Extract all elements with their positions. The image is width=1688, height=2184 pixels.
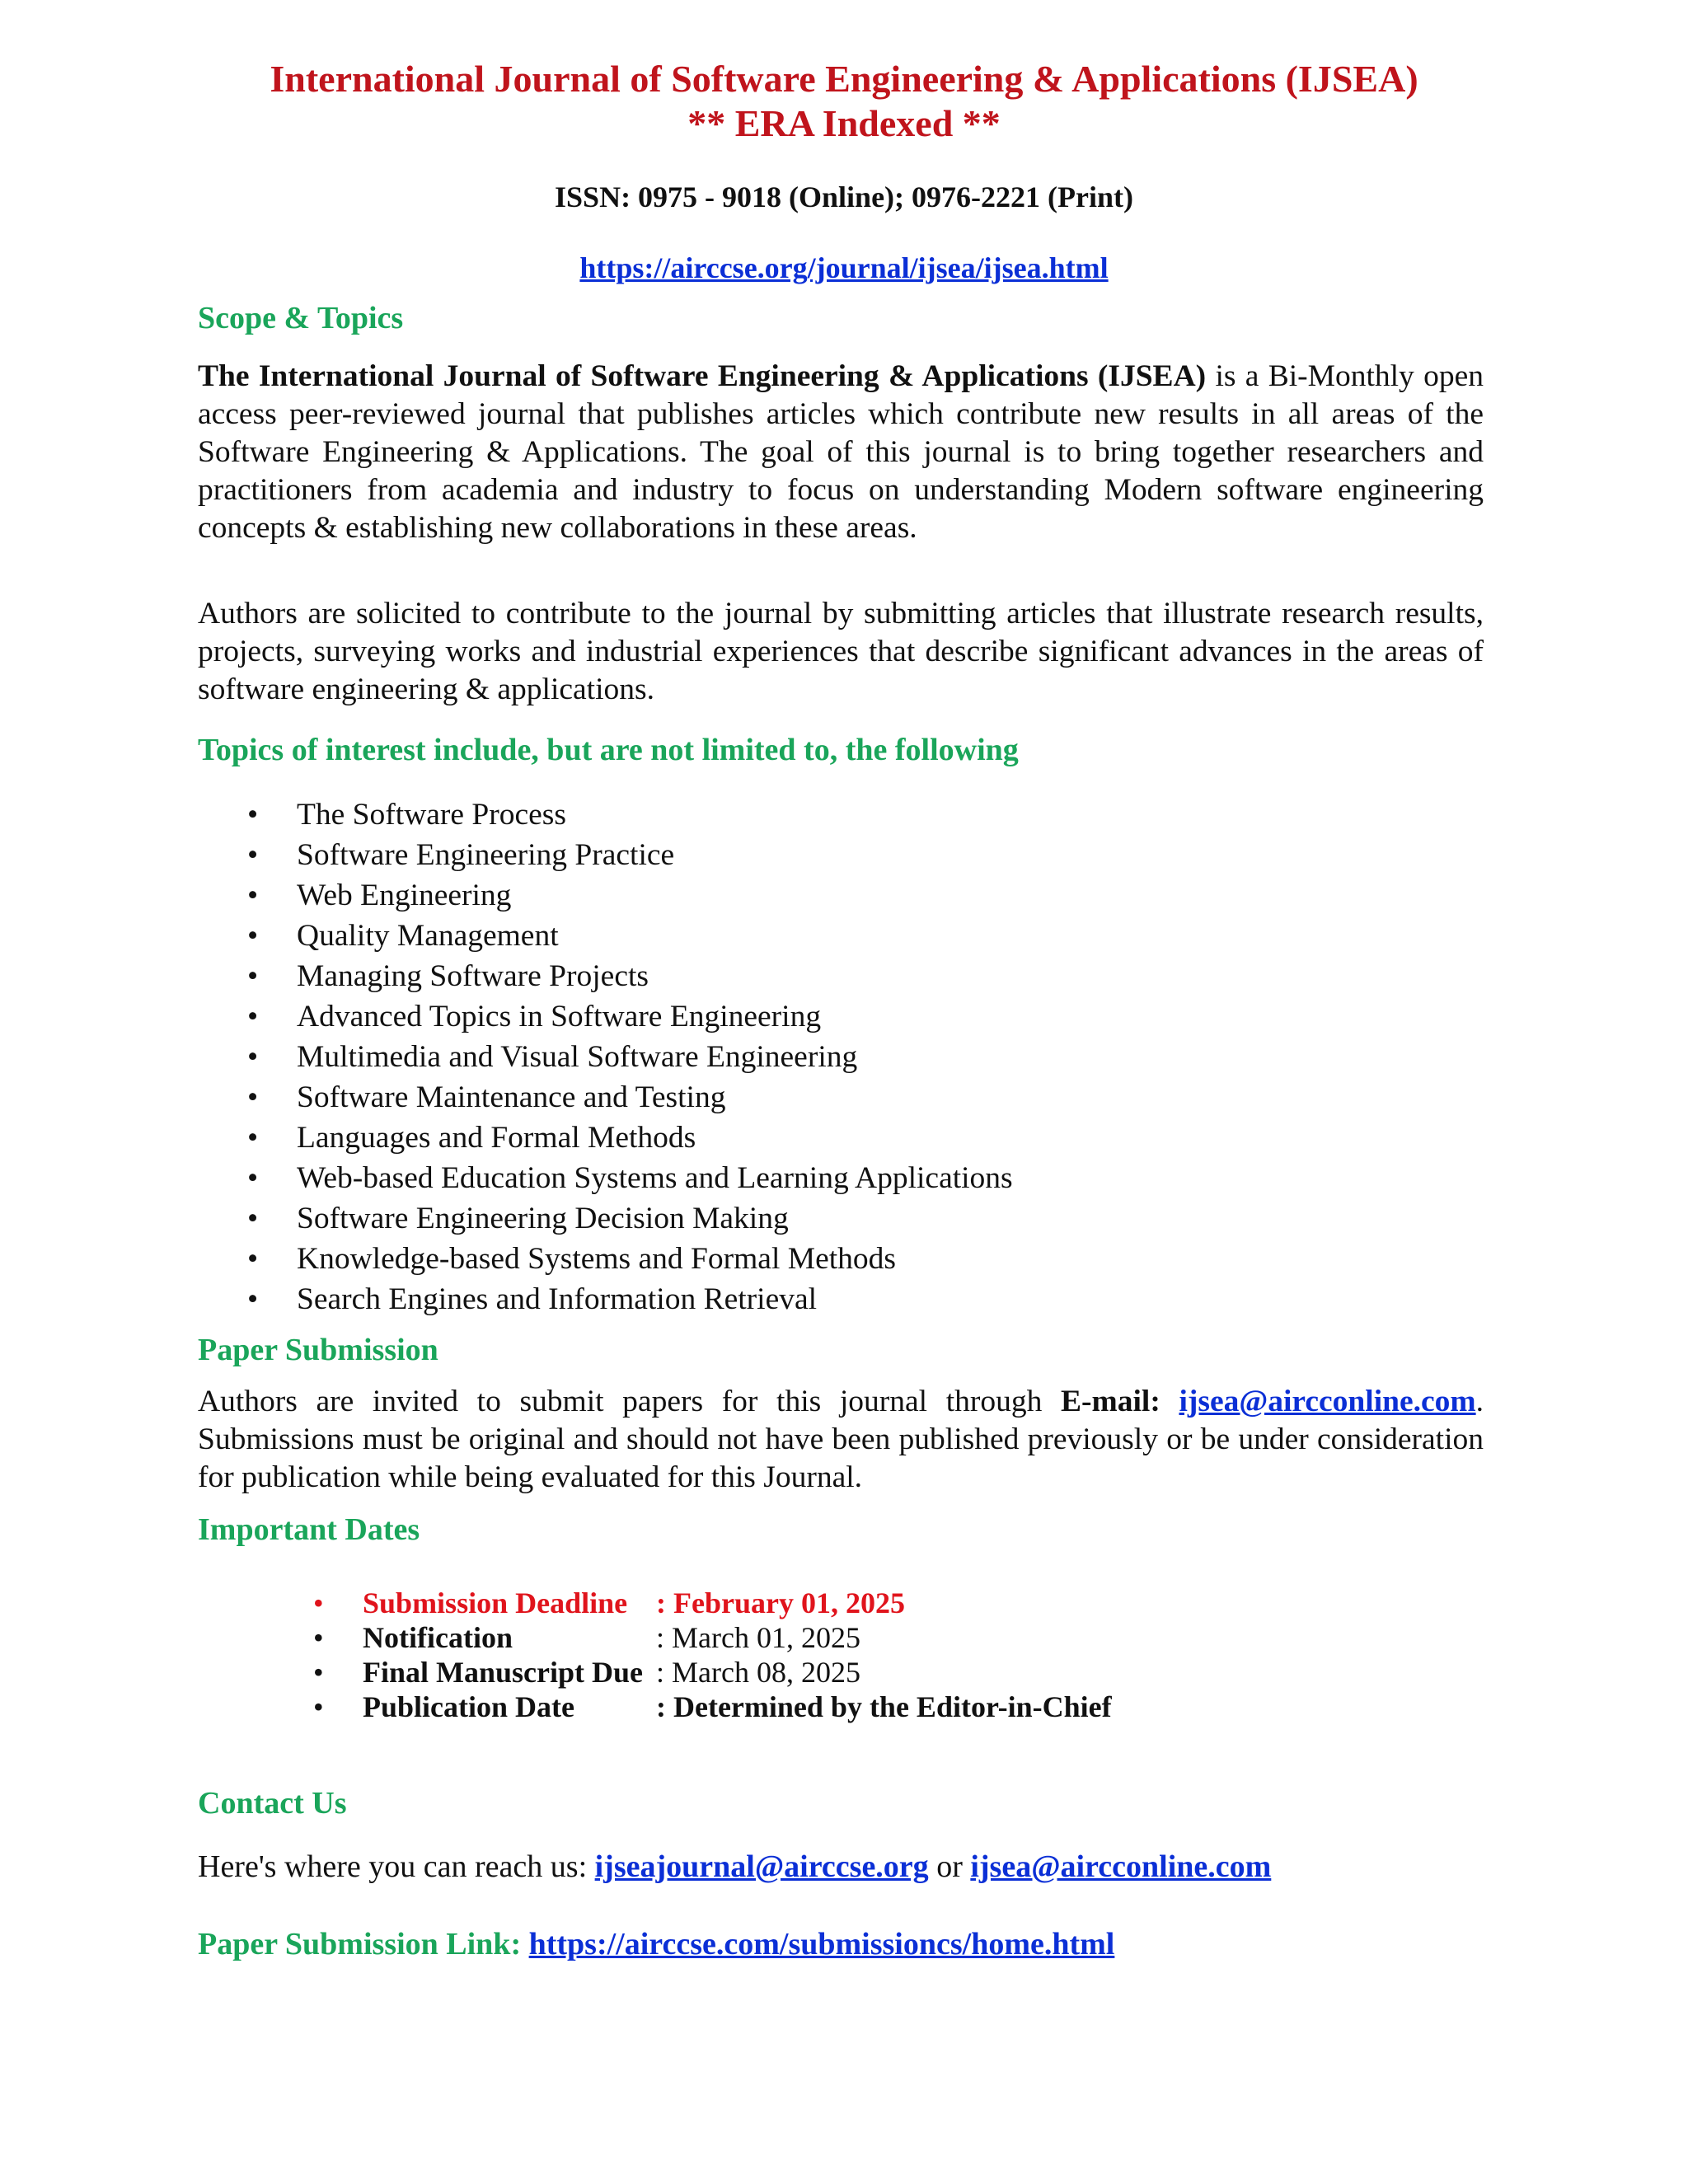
list-item: • Software Maintenance and Testing xyxy=(198,1077,1013,1118)
dates-list xyxy=(313,1586,1112,1724)
submission-system-link[interactable]: https://airccse.com/submissioncs/home.html xyxy=(528,1927,1115,1961)
list-item: • Search Engines and Information Retrieval xyxy=(198,1279,1013,1319)
list-item: • Languages and Formal Methods xyxy=(198,1118,1013,1158)
list-item: • Quality Management xyxy=(198,916,1013,956)
list-item: • Web Engineering xyxy=(198,875,1013,916)
issn-line: ISSN: 0975 - 9018 (Online); 0976-2221 (Print) xyxy=(555,180,1133,213)
bullet-icon: • xyxy=(247,1161,259,1195)
list-item: • Software Engineering Decision Making xyxy=(198,1198,1013,1239)
list-item: • Web-based Education Systems and Learning Applications xyxy=(198,1158,1013,1198)
date-item-publication: • Publication Date : Determined by the Editor-in-Chief xyxy=(313,1690,1112,1723)
website-link[interactable]: https://airccse.org/journal/ijsea/ijsea.html xyxy=(579,251,1109,284)
date-item-final-manuscript: • Final Manuscript Due : March 08, 2025 xyxy=(313,1656,860,1689)
contact-line: Here's where you can reach us: ijseajournal@airccse.org or ijsea@aircconline.com xyxy=(198,1849,1272,1884)
contact-heading: Contact Us xyxy=(198,1786,347,1821)
topics-heading: Topics of interest include, but are not limited to, the following xyxy=(198,733,1019,767)
scope-intro-text: is a Bi-Monthly open access peer-reviewed journal that publishes articles which contribute new results in all areas of the Software Engineering & Applications. The goal of this journal is to bring together researchers and practitioners from academia and industry to focus on understanding Modern software engineering concepts & establishing new collaborations in these areas. xyxy=(198,359,1484,545)
list-item: • Software Engineering Practice xyxy=(198,835,1013,875)
website-line xyxy=(0,251,1688,285)
bullet-icon: • xyxy=(247,1282,259,1316)
paper-submission-heading: Paper Submission xyxy=(198,1333,438,1367)
submission-link-line xyxy=(198,1926,1114,1962)
list-item: • Advanced Topics in Software Engineering xyxy=(198,996,1013,1037)
scope-heading: Scope & Topics xyxy=(198,301,404,335)
list-item: • Multimedia and Visual Software Engineering xyxy=(198,1037,1013,1077)
date-item-submission-deadline: • Submission Deadline : February 01, 2025 xyxy=(313,1586,905,1619)
contact-email-link-2[interactable]: ijsea@aircconline.com xyxy=(970,1849,1272,1884)
submission-email-link[interactable]: ijsea@aircconline.com xyxy=(1179,1385,1476,1418)
journal-name-bold: The International Journal of Software Engineering & Applications (IJSEA) xyxy=(198,359,1207,393)
bullet-icon: • xyxy=(247,959,259,993)
topics-list xyxy=(198,794,1013,1319)
list-item: • Managing Software Projects xyxy=(198,956,1013,996)
bullet-icon: • xyxy=(247,1080,259,1114)
list-item: • Knowledge-based Systems and Formal Methods xyxy=(198,1239,1013,1279)
bullet-icon: • xyxy=(313,1621,324,1654)
era-indexed-label: ** ERA Indexed ** xyxy=(687,102,1001,144)
list-item: • The Software Process xyxy=(198,794,1013,835)
important-dates-heading: Important Dates xyxy=(198,1512,420,1547)
email-label: E-mail: xyxy=(1061,1385,1160,1418)
bullet-icon: • xyxy=(247,1000,259,1033)
bullet-icon: • xyxy=(313,1586,324,1619)
bullet-icon: • xyxy=(247,1202,259,1235)
journal-title: International Journal of Software Engineering & Applications (IJSEA) xyxy=(270,58,1418,100)
bullet-icon: • xyxy=(313,1656,324,1689)
submission-link-label: Paper Submission Link: xyxy=(198,1927,529,1961)
bullet-icon: • xyxy=(247,919,259,953)
date-item-notification: • Notification : March 01, 2025 xyxy=(313,1621,860,1654)
authors-paragraph: Authors are solicited to contribute to the journal by submitting articles that illustrate research results, projects, surveying works and industrial experiences that describe significant advances in the areas of software engineering & applications. xyxy=(198,597,1484,706)
bullet-icon: • xyxy=(247,1040,259,1074)
bullet-icon: • xyxy=(313,1690,324,1723)
submission-paragraph: Authors are invited to submit papers for this journal through E-mail: ijsea@aircconline.com. Submissions must be original and should not have been published previously or be under consideration for publication while being evaluated for this Journal. xyxy=(198,1385,1484,1494)
bullet-icon: • xyxy=(247,1242,259,1276)
bullet-icon: • xyxy=(247,838,259,872)
bullet-icon: • xyxy=(247,798,259,832)
bullet-icon: • xyxy=(247,879,259,912)
scope-intro-paragraph xyxy=(198,358,1484,547)
bullet-icon: • xyxy=(247,1121,259,1155)
contact-email-link-1[interactable]: ijseajournal@airccse.org xyxy=(594,1849,929,1884)
